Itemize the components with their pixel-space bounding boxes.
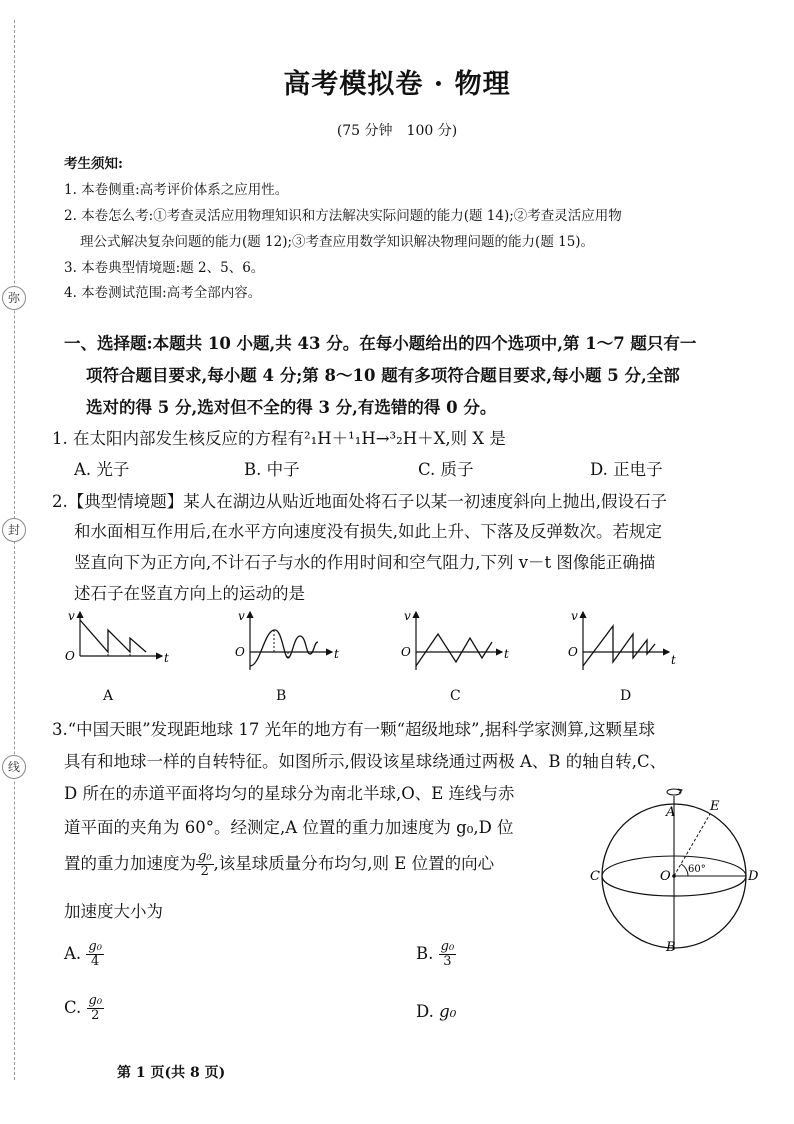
q1-option-a: A. 光子 [74, 460, 130, 479]
graph-d [563, 608, 687, 670]
q3-option-c-num: g₀ [88, 993, 103, 1008]
q3-option-c-den: 2 [91, 1008, 100, 1023]
q3-option-d-label: D. [416, 1002, 434, 1021]
graph-a-label: A [103, 688, 114, 704]
q1-option-b: B. 中子 [244, 460, 300, 479]
seal-xian: 线 [2, 755, 26, 779]
notice-item: 1. 本卷侧重:高考评价体系之应用性。 [64, 182, 289, 198]
question-2-line: 竖直向下为正方向,不计石子与水的作用时间和空气阻力,下列 v－t 图像能正确描 [74, 553, 656, 572]
page-title: 高考模拟卷 · 物理 [283, 69, 511, 100]
question-3-line: 具有和地球一样的自转特征。如图所示,假设该星球绕通过两极 A、B 的轴自转,C、 [64, 752, 667, 771]
label-c: C [590, 869, 600, 884]
angle-arc [681, 864, 688, 876]
graph-d-origin-label: O [568, 645, 578, 659]
q3-option-d [416, 1002, 456, 1021]
page-footer: 第 1 页(共 8 页) [117, 1065, 226, 1081]
q3-line5-pre: 置的重力加速度为 [64, 854, 196, 873]
label-b: B [666, 940, 676, 955]
page-subtitle: (75 分钟 100 分) [336, 123, 458, 139]
q3-option-a-frac [86, 940, 104, 969]
q3-option-b-frac [439, 940, 457, 969]
q3-option-c-label: C. [64, 998, 82, 1017]
question-3-line: D 所在的赤道平面将均匀的星球分为南北半球,O、E 连线与赤 [64, 784, 515, 803]
graph-b-curve [250, 630, 318, 666]
angle-label: 60° [688, 864, 706, 875]
q3-option-a-num: g₀ [88, 939, 102, 954]
graph-a [60, 608, 180, 670]
seal-feng: 封 [2, 518, 26, 542]
graph-b-origin-label: O [235, 645, 245, 659]
graph-c-label: C [450, 688, 461, 704]
binding-dashed-line [14, 20, 15, 1080]
graph-b-t-label: t [334, 647, 339, 661]
rotation-arrow-icon [667, 789, 681, 795]
graph-a-origin-label: O [65, 649, 75, 663]
section-heading: 一、选择题:本题共 10 小题,共 43 分。在每小题给出的四个选项中,第 1～7 题只有一 [64, 334, 697, 353]
q3-line5-post: ,该星球质量分布均匀,则 E 位置的向心 [213, 854, 495, 873]
question-3-line6: 加速度大小为 [64, 902, 163, 921]
planet-figure [590, 778, 770, 956]
q3-fraction-den: 2 [200, 864, 209, 879]
label-a: A [666, 805, 676, 820]
question-2-line: 述石子在竖直方向上的运动的是 [74, 584, 305, 603]
graph-c-curve [416, 634, 492, 666]
graph-d-v-label: v [571, 609, 578, 623]
q1-option-d: D. 正电子 [590, 460, 663, 479]
question-3-stem: 3.“中国天眼”发现距地球 17 光年的地方有一颗“超级地球”,据科学家测算,这颗星球 [52, 720, 655, 739]
graph-b-v-label: v [238, 609, 245, 623]
question-2-stem: 2.【典型情境题】某人在湖边从贴近地面处将石子以某一初速度斜向上抛出,假设石子 [52, 492, 667, 511]
q3-option-a-den: 4 [91, 954, 100, 969]
graph-c [396, 608, 520, 670]
graph-d-label: D [620, 688, 632, 704]
q3-option-d-text: g₀ [439, 1002, 457, 1021]
graph-c-v-label: v [404, 609, 411, 623]
q3-fraction-num: g₀ [198, 849, 212, 864]
graph-d-t-label: t [671, 653, 676, 667]
graph-c-t-label: t [504, 647, 509, 661]
graph-a-v-label: v [68, 609, 75, 623]
notice-item: 理公式解决复杂问题的能力(题 12);③考查应用数学知识解决物理问题的能力(题 15)。 [80, 234, 595, 250]
notice-item: 3. 本卷典型情境题:题 2、5、6。 [64, 260, 265, 276]
graph-a-t-label: t [164, 651, 169, 665]
section-heading-line: 项符合题目要求,每小题 4 分;第 8～10 题有多项符合题目要求,每小题 5 分,全部 [86, 366, 680, 385]
q3-option-b-num: g₀ [440, 939, 455, 954]
label-e: E [710, 799, 720, 814]
notice-title: 考生须知: [64, 156, 123, 172]
q3-option-a-label: A. [64, 944, 82, 963]
q3-option-c [64, 994, 104, 1023]
q3-option-b-label: B. [416, 944, 434, 963]
section-heading-line: 选对的得 5 分,选对但不全的得 3 分,有选错的得 0 分。 [86, 398, 497, 417]
question-3-line: 道平面的夹角为 60°。经测定,A 位置的重力加速度为 g₀,D 位 [64, 818, 514, 837]
notice-item: 4. 本卷测试范围:高考全部内容。 [64, 285, 262, 301]
graph-c-origin-label: O [401, 645, 411, 659]
graph-a-curve [80, 620, 146, 652]
question-2-line: 和水面相互作用后,在水平方向速度没有损失,如此上升、下落及反弹数次。若规定 [74, 522, 662, 541]
q3-option-b-den: 3 [443, 954, 452, 969]
center-point [672, 874, 676, 878]
label-d: D [748, 869, 759, 884]
question-3-line5 [64, 850, 494, 879]
q3-fraction [196, 850, 214, 879]
label-o: O [660, 869, 671, 884]
notice-item: 2. 本卷怎么考:①考查灵活应用物理知识和方法解决实际问题的能力(题 14);②考查灵活应用物 [64, 208, 622, 224]
q3-option-b [416, 940, 456, 969]
q3-option-c-frac [87, 994, 105, 1023]
seal-mi: 弥 [2, 286, 26, 310]
q3-option-a [64, 940, 104, 969]
graph-b-label: B [276, 688, 287, 704]
graph-d-curve [583, 626, 655, 666]
question-1-stem: 1. 在太阳内部发生核反应的方程有²₁H＋¹₁H→³₂H＋X,则 X 是 [52, 429, 506, 448]
graph-b [230, 608, 350, 670]
q1-option-c: C. 质子 [418, 460, 474, 479]
